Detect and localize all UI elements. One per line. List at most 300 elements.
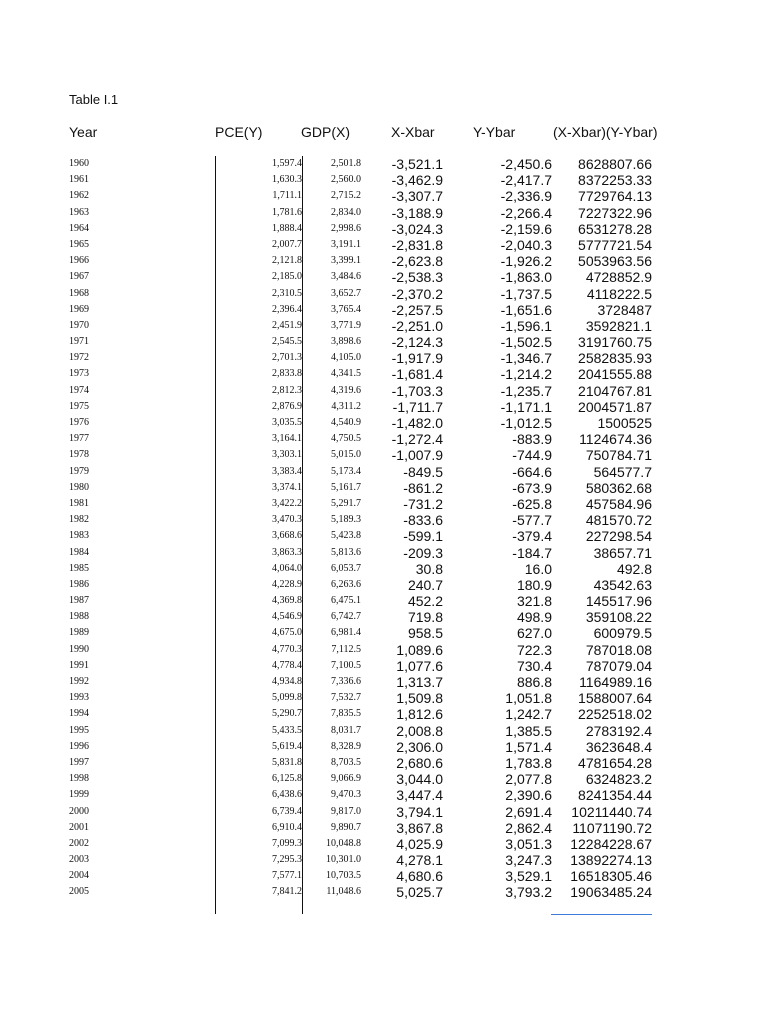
- header-y-ybar: Y-Ybar: [473, 124, 516, 140]
- cell-product: 2004571.87: [578, 398, 652, 415]
- table-row: [0, 545, 768, 561]
- cell-year: 1993: [69, 692, 89, 704]
- cell-y-ybar: -1,596.1: [500, 317, 552, 334]
- cell-y-ybar: -1,214.2: [500, 366, 552, 383]
- cell-x-xbar: 1,812.6: [396, 706, 443, 723]
- cell-year: 1971: [69, 336, 89, 348]
- cell-x-xbar: 4,025.9: [396, 835, 443, 852]
- cell-product: 6531278.28: [578, 220, 652, 237]
- cell-year: 1986: [69, 578, 89, 590]
- cell-y-ybar: -1,171.1: [500, 398, 552, 415]
- table-row: [0, 658, 768, 674]
- cell-product: 7227322.96: [578, 204, 652, 221]
- cell-product: 359108.22: [585, 609, 652, 626]
- cell-pce: 1,711.1: [272, 190, 302, 202]
- cell-product: 787079.04: [585, 657, 652, 674]
- table-row: [0, 739, 768, 755]
- cell-gdp: 6,475.1: [331, 595, 361, 607]
- cell-pce: 7,099.3: [272, 837, 302, 849]
- cell-gdp: 4,319.6: [331, 384, 361, 396]
- cell-product: 5777721.54: [578, 236, 652, 253]
- cell-product: 2252518.02: [578, 706, 652, 723]
- cell-product: 10211440.74: [571, 803, 652, 820]
- cell-x-xbar: 3,794.1: [396, 803, 443, 820]
- cell-year: 1980: [69, 481, 89, 493]
- cell-pce: 6,910.4: [272, 821, 302, 833]
- cell-product: 2104767.81: [578, 382, 652, 399]
- cell-y-ybar: -1,012.5: [500, 415, 552, 431]
- cell-product: 38657.71: [593, 544, 652, 561]
- cell-pce: 2,007.7: [272, 238, 302, 250]
- table-row: [0, 820, 768, 836]
- cell-y-ybar: -2,040.3: [500, 236, 552, 253]
- cell-x-xbar: -3,024.3: [391, 220, 443, 237]
- table-row: [0, 787, 768, 803]
- table-row: [0, 188, 768, 204]
- cell-year: 1984: [69, 546, 89, 558]
- cell-y-ybar: -883.9: [512, 431, 552, 448]
- cell-product: 481570.72: [585, 512, 652, 529]
- header-year: Year: [69, 124, 98, 140]
- cell-x-xbar: -2,623.8: [391, 253, 443, 270]
- cell-year: 1972: [69, 352, 89, 364]
- cell-pce: 3,164.1: [272, 433, 302, 445]
- cell-x-xbar: -849.5: [403, 463, 443, 480]
- cell-year: 1981: [69, 497, 89, 509]
- cell-year: 1988: [69, 611, 89, 623]
- cell-product: 3728487: [597, 301, 652, 318]
- cell-year: 1968: [69, 287, 89, 299]
- cell-y-ybar: -664.6: [512, 463, 552, 480]
- cell-pce: 5,831.8: [272, 756, 302, 768]
- cell-x-xbar: 4,680.6: [396, 868, 443, 885]
- table-row: [0, 447, 768, 463]
- cell-x-xbar: 452.2: [407, 593, 443, 610]
- cell-x-xbar: -209.3: [403, 544, 443, 561]
- cell-x-xbar: -2,251.0: [391, 317, 443, 334]
- cell-pce: 3,422.2: [272, 497, 302, 509]
- cell-pce: 2,701.3: [272, 352, 302, 364]
- table-row: [0, 868, 768, 884]
- cell-pce: 2,310.5: [272, 287, 302, 299]
- cell-y-ybar: 16.0: [524, 560, 552, 577]
- cell-pce: 4,064.0: [272, 562, 302, 574]
- cell-year: 1995: [69, 724, 89, 736]
- cell-pce: 1,888.4: [272, 222, 302, 234]
- cell-year: 1997: [69, 756, 89, 768]
- cell-pce: 2,876.9: [272, 400, 302, 412]
- table-row: [0, 528, 768, 544]
- cell-year: 2004: [69, 870, 89, 882]
- cell-y-ybar: -1,235.7: [500, 382, 552, 399]
- cell-y-ybar: -1,651.6: [500, 301, 552, 318]
- cell-product: 2041555.88: [578, 366, 652, 383]
- cell-pce: 4,369.8: [272, 595, 302, 607]
- cell-y-ybar: -379.4: [512, 528, 552, 545]
- cell-gdp: 5,813.6: [331, 546, 361, 558]
- cell-x-xbar: -833.6: [403, 512, 443, 529]
- cell-gdp: 8,703.5: [331, 756, 361, 768]
- cell-product: 8628807.66: [578, 156, 652, 172]
- cell-year: 1963: [69, 206, 89, 218]
- cell-x-xbar: -861.2: [403, 479, 443, 496]
- cell-y-ybar: -625.8: [512, 495, 552, 512]
- cell-y-ybar: 1,385.5: [505, 722, 552, 739]
- cell-pce: 3,668.6: [272, 530, 302, 542]
- cell-gdp: 9,890.7: [331, 821, 361, 833]
- table-row: [0, 172, 768, 188]
- cell-y-ybar: 3,247.3: [505, 852, 552, 869]
- cell-gdp: 4,105.0: [331, 352, 361, 364]
- cell-x-xbar: 1,509.8: [396, 690, 443, 707]
- cell-x-xbar: 4,278.1: [396, 852, 443, 869]
- cell-gdp: 5,189.3: [331, 514, 361, 526]
- cell-pce: 2,545.5: [272, 336, 302, 348]
- cell-gdp: 4,311.2: [331, 400, 361, 412]
- cell-gdp: 5,173.4: [331, 465, 361, 477]
- cell-pce: 3,470.3: [272, 514, 302, 526]
- cell-pce: 5,290.7: [272, 708, 302, 720]
- cell-x-xbar: 5,025.7: [396, 884, 443, 901]
- cell-gdp: 5,015.0: [331, 449, 361, 461]
- cell-gdp: 5,161.7: [331, 481, 361, 493]
- cell-gdp: 10,048.8: [326, 837, 361, 849]
- cell-year: 1970: [69, 319, 89, 331]
- cell-year: 2001: [69, 821, 89, 833]
- table-row: [0, 431, 768, 447]
- table-row: [0, 512, 768, 528]
- cell-gdp: 6,263.6: [331, 578, 361, 590]
- cell-x-xbar: -599.1: [403, 528, 443, 545]
- cell-year: 2005: [69, 886, 89, 898]
- cell-year: 1965: [69, 238, 89, 250]
- cell-gdp: 11,048.6: [326, 886, 361, 898]
- table-row: [0, 706, 768, 722]
- table-row: [0, 334, 768, 350]
- cell-product: 145517.96: [585, 593, 652, 610]
- cell-product: 1588007.64: [578, 690, 652, 707]
- cell-pce: 3,863.3: [272, 546, 302, 558]
- table-row: [0, 237, 768, 253]
- cell-product: 8372253.33: [578, 172, 652, 189]
- cell-pce: 5,619.4: [272, 740, 302, 752]
- cell-y-ybar: -577.7: [512, 512, 552, 529]
- cell-pce: 7,295.3: [272, 854, 302, 866]
- cell-gdp: 2,560.0: [331, 174, 361, 186]
- cell-x-xbar: -2,124.3: [391, 334, 443, 351]
- cell-year: 2003: [69, 854, 89, 866]
- cell-year: 1996: [69, 740, 89, 752]
- table-row: [0, 625, 768, 641]
- cell-y-ybar: 321.8: [516, 593, 552, 610]
- header-pce: PCE(Y): [215, 124, 263, 140]
- table-row: [0, 383, 768, 399]
- cell-gdp: 3,765.4: [331, 303, 361, 315]
- cell-year: 1979: [69, 465, 89, 477]
- cell-year: 1976: [69, 417, 89, 428]
- cell-x-xbar: -1,703.3: [391, 382, 443, 399]
- cell-y-ybar: 1,051.8: [505, 690, 552, 707]
- cell-pce: 2,121.8: [272, 255, 302, 267]
- cell-gdp: 7,100.5: [331, 659, 361, 671]
- cell-pce: 5,099.8: [272, 692, 302, 704]
- cell-product: 43542.63: [593, 576, 652, 593]
- table-row: [0, 480, 768, 496]
- cell-x-xbar: 30.8: [415, 560, 443, 577]
- cell-x-xbar: -1,917.9: [391, 350, 443, 367]
- header-product: (X-Xbar)(Y-Ybar): [553, 124, 658, 140]
- table-row: [0, 366, 768, 382]
- table-row: [0, 836, 768, 852]
- cell-year: 1962: [69, 190, 89, 202]
- cell-product: 227298.54: [585, 528, 652, 545]
- cell-y-ybar: 2,691.4: [505, 803, 552, 820]
- cell-pce: 3,383.4: [272, 465, 302, 477]
- table-row: [0, 593, 768, 609]
- cell-year: 1990: [69, 643, 89, 655]
- cell-y-ybar: 627.0: [516, 625, 552, 642]
- cell-gdp: 3,484.6: [331, 271, 361, 283]
- cell-year: 2002: [69, 837, 89, 849]
- cell-y-ybar: -673.9: [512, 479, 552, 496]
- cell-product: 787018.08: [585, 641, 652, 658]
- cell-y-ybar: -184.7: [512, 544, 552, 561]
- cell-gdp: 3,898.6: [331, 336, 361, 348]
- cell-pce: 4,675.0: [272, 627, 302, 639]
- cell-pce: 2,396.4: [272, 303, 302, 315]
- cell-pce: 4,228.9: [272, 578, 302, 590]
- cell-pce: 2,451.9: [272, 319, 302, 331]
- cell-x-xbar: -3,188.9: [391, 204, 443, 221]
- cell-gdp: 10,703.5: [326, 870, 361, 882]
- cell-product: 1124674.36: [579, 431, 652, 448]
- cell-product: 7729764.13: [578, 188, 652, 205]
- cell-gdp: 6,981.4: [331, 627, 361, 639]
- table-row: [0, 496, 768, 512]
- cell-pce: 4,546.9: [272, 611, 302, 623]
- cell-x-xbar: 3,867.8: [396, 819, 443, 836]
- table-row: [0, 302, 768, 318]
- cell-product: 3592821.1: [585, 317, 652, 334]
- cell-product: 492.8: [616, 560, 652, 577]
- cell-gdp: 2,834.0: [331, 206, 361, 218]
- cell-gdp: 4,540.9: [331, 417, 361, 428]
- table-row: [0, 755, 768, 771]
- table-title: Table I.1: [69, 92, 119, 107]
- cell-gdp: 6,742.7: [331, 611, 361, 623]
- cell-year: 1961: [69, 174, 89, 186]
- cell-y-ybar: 498.9: [516, 609, 552, 626]
- cell-product: 11071190.72: [572, 819, 652, 836]
- table-row: [0, 156, 768, 172]
- cell-pce: 1,630.3: [272, 174, 302, 186]
- cell-gdp: 2,998.6: [331, 222, 361, 234]
- cell-pce: 1,781.6: [272, 206, 302, 218]
- table-row: [0, 642, 768, 658]
- table-row: [0, 804, 768, 820]
- cell-product: 4118222.5: [586, 285, 652, 302]
- cell-y-ybar: 180.9: [516, 576, 552, 593]
- cell-y-ybar: -1,926.2: [500, 253, 552, 270]
- cell-gdp: 6,053.7: [331, 562, 361, 574]
- cell-x-xbar: -2,831.8: [391, 236, 443, 253]
- cell-product: 2582835.93: [578, 350, 652, 367]
- table-row: [0, 399, 768, 415]
- cell-x-xbar: -1,007.9: [391, 447, 443, 464]
- cell-x-xbar: 719.8: [407, 609, 443, 626]
- cell-pce: 5,433.5: [272, 724, 302, 736]
- cell-gdp: 4,750.5: [331, 433, 361, 445]
- cell-y-ybar: -2,450.6: [500, 156, 552, 172]
- cell-year: 1983: [69, 530, 89, 542]
- cell-gdp: 9,470.3: [331, 789, 361, 801]
- cell-year: 1982: [69, 514, 89, 526]
- cell-year: 1987: [69, 595, 89, 607]
- cell-year: 1989: [69, 627, 89, 639]
- cell-year: 1964: [69, 222, 89, 234]
- cell-y-ybar: 3,051.3: [505, 835, 552, 852]
- cell-product: 2783192.4: [585, 722, 652, 739]
- table-row: [0, 674, 768, 690]
- cell-x-xbar: 1,313.7: [396, 674, 443, 690]
- cell-y-ybar: 722.3: [516, 641, 552, 658]
- cell-product: 3191760.75: [578, 334, 652, 351]
- cell-year: 1998: [69, 773, 89, 785]
- cell-product: 16518305.46: [570, 868, 652, 885]
- cell-x-xbar: 2,008.8: [396, 722, 443, 739]
- cell-y-ybar: 2,077.8: [505, 771, 552, 788]
- cell-year: 1977: [69, 433, 89, 445]
- cell-x-xbar: 958.5: [407, 625, 443, 642]
- cell-y-ybar: 1,571.4: [505, 738, 552, 755]
- cell-x-xbar: -1,711.7: [392, 398, 443, 415]
- table-row: [0, 221, 768, 237]
- cell-pce: 6,739.4: [272, 805, 302, 817]
- cell-gdp: 10,301.0: [326, 854, 361, 866]
- table-body: [0, 156, 768, 901]
- cell-product: 12284228.67: [570, 835, 652, 852]
- cell-pce: 2,185.0: [272, 271, 302, 283]
- cell-y-ybar: -2,336.9: [500, 188, 552, 205]
- cell-year: 1992: [69, 676, 89, 687]
- table-row: [0, 205, 768, 221]
- cell-pce: 4,770.3: [272, 643, 302, 655]
- cell-gdp: 9,066.9: [331, 773, 361, 785]
- cell-product: 6324823.2: [585, 771, 652, 788]
- cell-x-xbar: 2,306.0: [396, 738, 443, 755]
- cell-gdp: 5,423.8: [331, 530, 361, 542]
- cell-x-xbar: -731.2: [403, 495, 443, 512]
- table-row: [0, 318, 768, 334]
- cell-gdp: 7,835.5: [331, 708, 361, 720]
- cell-gdp: 3,652.7: [331, 287, 361, 299]
- cell-gdp: 8,328.9: [331, 740, 361, 752]
- cell-y-ybar: -2,159.6: [500, 220, 552, 237]
- cell-year: 1960: [69, 158, 89, 169]
- table-row: [0, 852, 768, 868]
- cell-product: 600979.5: [593, 625, 652, 642]
- cell-product: 580362.68: [585, 479, 652, 496]
- table-row: [0, 253, 768, 269]
- cell-gdp: 3,191.1: [331, 238, 361, 250]
- cell-gdp: 4,341.5: [331, 368, 361, 380]
- table-row: [0, 269, 768, 285]
- cell-gdp: 5,291.7: [331, 497, 361, 509]
- cell-y-ybar: -1,737.5: [500, 285, 552, 302]
- cell-product: 750784.71: [585, 447, 652, 464]
- cell-x-xbar: 2,680.6: [396, 754, 443, 771]
- table-row: [0, 464, 768, 480]
- table-row: [0, 690, 768, 706]
- cell-gdp: 8,031.7: [331, 724, 361, 736]
- cell-product: 564577.7: [593, 463, 652, 480]
- cell-pce: 7,577.1: [272, 870, 302, 882]
- cell-x-xbar: 3,447.4: [396, 787, 443, 804]
- cell-y-ybar: -744.9: [512, 447, 552, 464]
- cell-product: 1164989.16: [579, 674, 652, 690]
- table-row: [0, 609, 768, 625]
- cell-gdp: 2,715.2: [331, 190, 361, 202]
- cell-pce: 2,812.3: [272, 384, 302, 396]
- cell-gdp: 3,399.1: [331, 255, 361, 267]
- cell-gdp: 7,112.5: [331, 643, 361, 655]
- cell-year: 1969: [69, 303, 89, 315]
- cell-pce: 6,125.8: [272, 773, 302, 785]
- header-x-xbar: X-Xbar: [391, 124, 435, 140]
- cell-year: 1999: [69, 789, 89, 801]
- cell-y-ybar: -1,346.7: [500, 350, 552, 367]
- cell-x-xbar: 1,077.6: [396, 657, 443, 674]
- cell-x-xbar: -2,257.5: [391, 301, 443, 318]
- cell-product: 4781654.28: [578, 754, 652, 771]
- cell-pce: 3,303.1: [272, 449, 302, 461]
- cell-product: 8241354.44: [578, 787, 652, 804]
- cell-y-ybar: -1,502.5: [500, 334, 552, 351]
- cell-year: 1967: [69, 271, 89, 283]
- cell-x-xbar: -3,521.1: [391, 156, 443, 172]
- cell-y-ybar: 3,529.1: [505, 868, 552, 885]
- cell-pce: 2,833.8: [272, 368, 302, 380]
- cell-product: 13892274.13: [570, 852, 652, 869]
- table-row: [0, 771, 768, 787]
- table-row: [0, 577, 768, 593]
- cell-y-ybar: -1,863.0: [500, 269, 552, 286]
- cell-y-ybar: 730.4: [516, 657, 552, 674]
- cell-product: 457584.96: [585, 495, 652, 512]
- cell-product: 19063485.24: [570, 884, 652, 901]
- cell-year: 1973: [69, 368, 89, 380]
- cell-y-ybar: 2,862.4: [505, 819, 552, 836]
- cell-year: 1966: [69, 255, 89, 267]
- cell-year: 1994: [69, 708, 89, 720]
- table-row: [0, 723, 768, 739]
- cell-x-xbar: -1,272.4: [391, 431, 443, 448]
- cell-pce: 3,035.5: [272, 417, 302, 428]
- cell-year: 1975: [69, 400, 89, 412]
- cell-gdp: 3,771.9: [331, 319, 361, 331]
- cell-y-ybar: -2,417.7: [500, 172, 552, 189]
- cell-x-xbar: -1,681.4: [391, 366, 443, 383]
- cell-y-ybar: -2,266.4: [500, 204, 552, 221]
- header-gdp: GDP(X): [301, 124, 350, 140]
- table-row: [0, 884, 768, 900]
- cell-pce: 4,778.4: [272, 659, 302, 671]
- cell-pce: 6,438.6: [272, 789, 302, 801]
- cell-x-xbar: -3,307.7: [391, 188, 443, 205]
- cell-product: 4728852.9: [585, 269, 652, 286]
- cell-gdp: 7,532.7: [331, 692, 361, 704]
- cell-x-xbar: 240.7: [407, 576, 443, 593]
